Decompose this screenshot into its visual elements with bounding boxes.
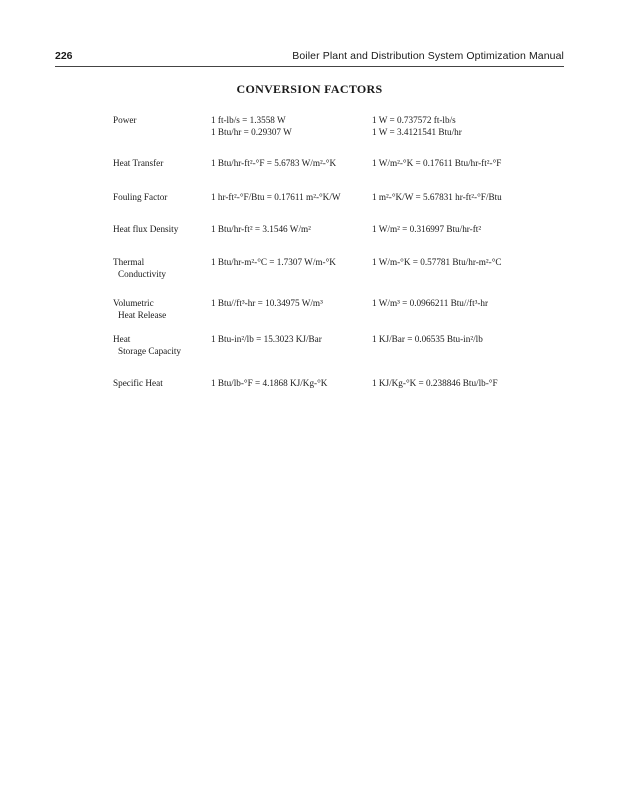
quantity-label-line: Volumetric: [113, 298, 154, 308]
quantity-label: [113, 257, 166, 280]
quantity-label-line: Thermal: [113, 257, 145, 267]
imperial-to-si: [211, 224, 311, 236]
si-to-imperial: [372, 158, 501, 170]
quantity-label-line: Heat flux Density: [113, 224, 179, 234]
imperial-to-si: [211, 192, 341, 204]
conversion-line: 1 W/m-°K = 0.57781 Btu/hr-m²-°C: [372, 257, 502, 267]
conversion-line: 1 W/m² = 0.316997 Btu/hr-ft²: [372, 224, 482, 234]
conversion-line: 1 W = 0.737572 ft-lb/s: [372, 115, 456, 125]
si-to-imperial: [372, 192, 502, 204]
page-title: CONVERSION FACTORS: [236, 82, 383, 96]
si-to-imperial: [372, 115, 462, 138]
conversion-line: 1 Btu/hr-m²-°C = 1.7307 W/m-°K: [211, 257, 336, 267]
conversion-line: 1 W/m³ = 0.0966211 Btu//ft³-hr: [372, 298, 489, 308]
conversion-line: 1 ft-lb/s = 1.3558 W: [211, 115, 286, 125]
si-to-imperial: [372, 257, 502, 269]
imperial-to-si: [211, 334, 322, 346]
quantity-label: [113, 334, 181, 357]
imperial-to-si: [211, 115, 292, 138]
conversion-line: 1 Btu/hr-ft²-°F = 5.6783 W/m²-°K: [211, 158, 337, 168]
imperial-to-si: [211, 158, 336, 170]
quantity-label-line: Heat: [113, 334, 131, 344]
conversion-line: 1 Btu/hr = 0.29307 W: [211, 126, 292, 137]
conversion-line: 1 Btu-in²/lb = 15.3023 KJ/Bar: [211, 334, 322, 344]
conversion-line: 1 m²-°K/W = 5.67831 hr-ft²-°F/Btu: [372, 192, 502, 202]
quantity-label-line: Storage Capacity: [118, 345, 182, 356]
conversion-line: 1 KJ/Kg-°K = 0.238846 Btu/lb-°F: [372, 378, 498, 388]
conversion-line: 1 W = 3.4121541 Btu/hr: [372, 126, 462, 137]
si-to-imperial: [372, 298, 488, 310]
conversion-line: 1 Btu/lb-°F = 4.1868 KJ/Kg-°K: [211, 378, 328, 388]
book-title: Boiler Plant and Distribution System Optimization Manual: [292, 50, 564, 62]
quantity-label: [113, 115, 136, 127]
running-header: [55, 46, 564, 67]
quantity-label-line: Heat Release: [118, 309, 167, 320]
si-to-imperial: [372, 334, 483, 346]
quantity-label: [113, 192, 167, 204]
quantity-label-line: Power: [113, 115, 137, 125]
quantity-label-line: Specific Heat: [113, 378, 163, 388]
imperial-to-si: [211, 298, 323, 310]
quantity-label: [113, 158, 163, 170]
imperial-to-si: [211, 378, 327, 390]
quantity-label: [113, 224, 178, 236]
conversion-line: 1 W/m²-°K = 0.17611 Btu/hr-ft²-°F: [372, 158, 502, 168]
conversion-line: 1 KJ/Bar = 0.06535 Btu-in²/lb: [372, 334, 483, 344]
quantity-label-line: Conductivity: [118, 268, 166, 279]
conversion-line: 1 hr-ft²-°F/Btu = 0.17611 m²-°K/W: [211, 192, 341, 202]
si-to-imperial: [372, 224, 481, 236]
quantity-label-line: Heat Transfer: [113, 158, 164, 168]
quantity-label: [113, 298, 166, 321]
page-number: 226: [55, 50, 73, 62]
quantity-label-line: Fouling Factor: [113, 192, 168, 202]
conversion-line: 1 Btu/hr-ft² = 3.1546 W/m²: [211, 224, 311, 234]
imperial-to-si: [211, 257, 336, 269]
conversion-line: 1 Btu//ft³-hr = 10.34975 W/m³: [211, 298, 323, 308]
quantity-label: [113, 378, 163, 390]
si-to-imperial: [372, 378, 498, 390]
